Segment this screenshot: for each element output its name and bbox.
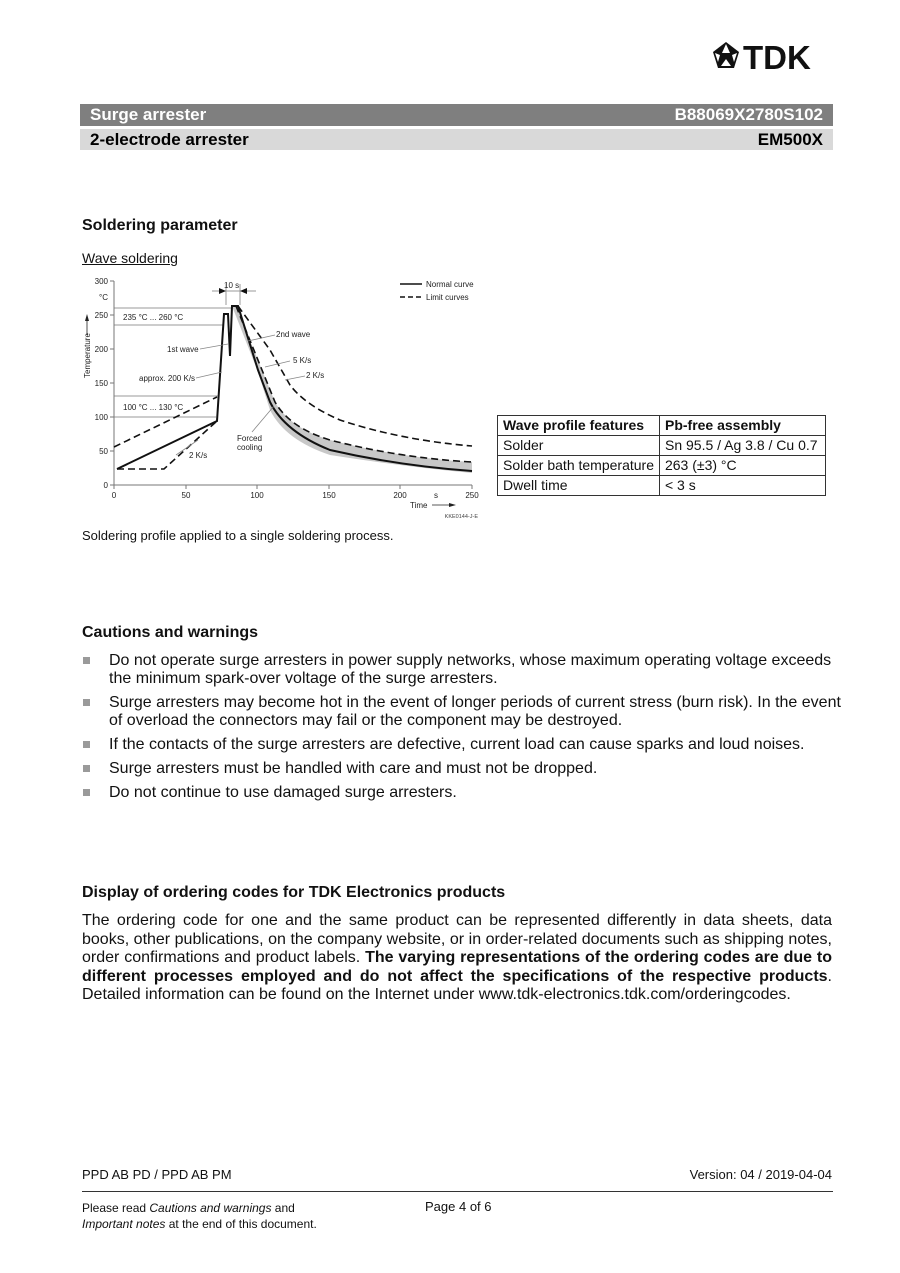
svg-text:approx. 200 K/s: approx. 200 K/s — [139, 374, 196, 383]
page-number: Page 4 of 6 — [425, 1199, 492, 1214]
list-item: Do not continue to use damaged surge arresters. — [82, 784, 842, 802]
chart-legend — [400, 280, 474, 302]
svg-text:150: 150 — [94, 379, 108, 388]
svg-text:Time: Time — [410, 501, 428, 510]
soldering-caption: Soldering profile applied to a single soldering process. — [82, 528, 394, 543]
cautions-title: Cautions and warnings — [82, 624, 259, 641]
svg-text:100 °C ... 130 °C: 100 °C ... 130 °C — [123, 403, 184, 412]
list-item: Surge arresters must be handled with care and must not be dropped. — [82, 760, 842, 778]
table-header-cell: Pb-free assembly — [659, 416, 825, 436]
table-row — [498, 456, 826, 476]
svg-text:Limit curves: Limit curves — [426, 293, 469, 302]
svg-text:10 s: 10 s — [224, 281, 240, 290]
footer-divider — [82, 1191, 833, 1192]
table-cell: Solder bath temperature — [498, 456, 660, 476]
svg-text:Normal curve: Normal curve — [426, 280, 474, 289]
cautions-list — [82, 652, 842, 808]
table-cell: 263 (±3) °C — [659, 456, 825, 476]
svg-text:°C: °C — [99, 293, 108, 302]
svg-text:Temperature: Temperature — [83, 333, 92, 378]
svg-text:100: 100 — [250, 491, 264, 500]
wave-soldering-subtitle: Wave soldering — [82, 250, 178, 266]
svg-text:2nd wave: 2nd wave — [276, 330, 311, 339]
svg-text:0: 0 — [103, 481, 108, 490]
ordering-paragraph: The ordering code for one and the same product can be represented differently in data sheets, data books, other publications, on the company website, or in order-related documents such as shipping notes, order confirmations and product labels. The varying representations of the ordering codes are due to different processes employed and do not affect the specifications of the respective products. Detailed information can be found on the Internet under www.tdk-electronics.tdk.com/orderingcodes. — [82, 912, 832, 1003]
footer-top — [82, 1167, 832, 1182]
table-cell: Solder — [498, 436, 660, 456]
svg-text:50: 50 — [99, 447, 108, 456]
svg-text:250: 250 — [94, 311, 108, 320]
svg-text:5 K/s: 5 K/s — [293, 356, 312, 365]
svg-text:0: 0 — [111, 491, 117, 500]
table-row — [498, 436, 826, 456]
ordering-emphasis: The varying representations of the ordering codes are due to different processes employed and do not affect the specifications of the respective products — [82, 949, 832, 985]
svg-text:250: 250 — [465, 491, 479, 500]
header-bar-secondary — [80, 129, 833, 150]
svg-text:200: 200 — [94, 345, 108, 354]
svg-text:50: 50 — [181, 491, 191, 500]
svg-text:2 K/s: 2 K/s — [306, 371, 325, 380]
footer-department: PPD AB PD / PPD AB PM — [82, 1167, 232, 1182]
svg-text:cooling: cooling — [237, 443, 263, 452]
table-row — [498, 476, 826, 496]
list-item: Do not operate surge arresters in power supply networks, whose maximum operating voltage exceeds the minimum spark-over voltage of the surge arresters. — [82, 652, 842, 688]
tdk-star-icon — [713, 42, 739, 68]
svg-text:150: 150 — [322, 491, 336, 500]
product-type: Surge arrester — [90, 105, 207, 124]
wave-profile-table — [497, 415, 826, 496]
svg-text:Forced: Forced — [237, 434, 262, 443]
soldering-title: Soldering parameter — [82, 217, 238, 234]
bullet-square-icon — [83, 765, 90, 772]
product-series: EM500X — [757, 130, 823, 149]
table-header-row — [498, 416, 826, 436]
list-item: Surge arresters may become hot in the event of longer periods of current stress (burn risk). In the event of overload the connectors may fail or the component may be destroyed. — [82, 694, 842, 730]
product-subtype: 2-electrode arrester — [90, 130, 249, 149]
list-item: If the contacts of the surge arresters are defective, current load can cause sparks and loud noises. — [82, 736, 842, 754]
wave-soldering-chart — [75, 270, 495, 530]
header-bar-primary — [80, 104, 833, 126]
ordering-code: B88069X2780S102 — [674, 105, 823, 124]
footer-version: Version: 04 / 2019-04-04 — [689, 1167, 832, 1182]
table-cell: < 3 s — [659, 476, 825, 496]
tdk-logo — [712, 40, 837, 74]
footer-note: Please read Cautions and warnings and Important notes at the end of this document. — [82, 1201, 317, 1231]
svg-text:235 °C ... 260 °C: 235 °C ... 260 °C — [123, 313, 184, 322]
svg-text:1st wave: 1st wave — [167, 345, 199, 354]
svg-text:300: 300 — [94, 277, 108, 286]
table-cell: Sn 95.5 / Ag 3.8 / Cu 0.7 — [659, 436, 825, 456]
table-cell: Dwell time — [498, 476, 660, 496]
svg-text:200: 200 — [393, 491, 407, 500]
bullet-square-icon — [83, 657, 90, 664]
svg-text:TDK: TDK — [743, 40, 811, 74]
svg-text:KKE0144-J-E: KKE0144-J-E — [444, 514, 478, 520]
bullet-square-icon — [83, 741, 90, 748]
svg-text:2 K/s: 2 K/s — [189, 451, 208, 460]
svg-text:s: s — [434, 491, 438, 500]
bullet-square-icon — [83, 789, 90, 796]
ordering-title: Display of ordering codes for TDK Electronics products — [82, 884, 506, 901]
bullet-square-icon — [83, 699, 90, 706]
svg-text:100: 100 — [94, 413, 108, 422]
table-header-cell: Wave profile features — [498, 416, 660, 436]
